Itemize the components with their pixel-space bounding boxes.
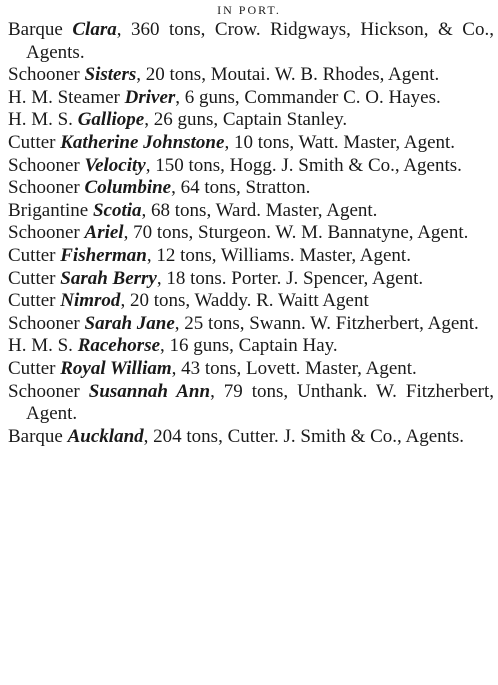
ship-name: Clara xyxy=(72,19,117,40)
vessel-type: Cutter xyxy=(8,357,61,379)
section-heading: IN PORT. xyxy=(217,3,281,17)
entry-details: , 16 guns, Captain Hay. xyxy=(160,335,338,357)
list-item xyxy=(8,313,494,336)
vessel-type: Schooner xyxy=(8,222,85,244)
entry-details: , 26 guns, Captain Stanley. xyxy=(144,109,348,131)
ship-name: Columbine xyxy=(84,177,172,199)
list-item xyxy=(8,245,494,268)
ship-name: Racehorse xyxy=(77,335,161,357)
entry-details: , 70 tons, Sturgeon. W. M. Bannatyne, Agent. xyxy=(123,222,469,244)
entry-details: , 12 tons, Williams. Master, Agent. xyxy=(146,244,411,266)
ship-name: Auckland xyxy=(67,425,144,447)
ship-name: Katherine Johnstone xyxy=(60,131,225,153)
entry-details: , 43 tons, Lovett. Master, Agent. xyxy=(171,357,417,379)
vessel-type: Schooner xyxy=(8,312,85,334)
ship-name: Driver xyxy=(124,86,176,108)
ship-name: Scotia xyxy=(92,199,142,221)
list-item xyxy=(8,358,494,381)
ship-name: Fisherman xyxy=(60,244,147,266)
ship-name: Ariel xyxy=(84,222,124,244)
list-item xyxy=(8,132,494,155)
entry-details: , 25 tons, Swann. W. Fitzherbert, Agent. xyxy=(174,312,479,334)
vessel-type: Cutter xyxy=(8,267,61,289)
ship-name: Sarah Jane xyxy=(84,312,175,334)
list-item xyxy=(8,222,494,245)
list-item xyxy=(8,109,494,132)
list-item xyxy=(8,64,494,87)
list-item xyxy=(8,335,494,358)
entry-details: , 18 tons. Porter. J. Spencer, Agent. xyxy=(156,267,424,289)
entry-details: , 10 tons, Watt. Master, Agent. xyxy=(224,131,456,153)
list-item xyxy=(8,426,494,449)
list-item xyxy=(8,381,494,426)
entry-details: , 20 tons, Waddy. R. Waitt Agent xyxy=(120,290,369,312)
vessel-type: Cutter xyxy=(8,244,61,266)
ship-name: Nimrod xyxy=(60,290,121,312)
ship-name: Susannah Ann xyxy=(88,380,211,402)
list-item xyxy=(8,268,494,291)
entry-details: , 79 tons, Unthank. W. Fitzherbert, Agent. xyxy=(26,380,494,425)
shipping-list xyxy=(8,19,494,448)
vessel-type: Schooner xyxy=(8,177,85,199)
vessel-type: Schooner xyxy=(8,380,89,402)
vessel-type: Brigantine xyxy=(8,199,93,221)
list-item xyxy=(8,200,494,223)
vessel-type: H. M. Steamer xyxy=(8,86,125,108)
entry-details: , 204 tons, Cutter. J. Smith & Co., Agents. xyxy=(143,425,465,447)
vessel-type: Schooner xyxy=(8,64,85,86)
vessel-type: Barque xyxy=(8,425,68,447)
ship-name: Velocity xyxy=(84,154,146,176)
list-item xyxy=(8,290,494,313)
list-item xyxy=(8,155,494,178)
vessel-type: H. M. S. xyxy=(8,335,78,357)
vessel-type: Schooner xyxy=(8,154,85,176)
entry-details: , 360 tons, Crow. Ridgways, Hickson, & Co., Agents. xyxy=(26,19,494,63)
ship-name: Sarah Berry xyxy=(60,267,157,289)
entry-details: , 68 tons, Ward. Master, Agent. xyxy=(141,199,378,221)
ship-name: Sisters xyxy=(84,64,137,86)
vessel-type: H. M. S. xyxy=(8,109,78,131)
vessel-type: Cutter xyxy=(8,290,61,312)
list-item xyxy=(8,177,494,200)
entry-details: , 20 tons, Moutai. W. B. Rhodes, Agent. xyxy=(136,64,440,86)
entry-details: , 150 tons, Hogg. J. Smith & Co., Agents. xyxy=(145,154,462,176)
entry-details: , 64 tons, Stratton. xyxy=(171,177,311,199)
ship-name: Royal William xyxy=(60,357,172,379)
vessel-type: Barque xyxy=(8,19,73,40)
ship-name: Galliope xyxy=(77,109,145,131)
list-item xyxy=(8,19,494,64)
vessel-type: Cutter xyxy=(8,131,61,153)
list-item xyxy=(8,87,494,110)
entry-details: , 6 guns, Commander C. O. Hayes. xyxy=(175,86,441,108)
